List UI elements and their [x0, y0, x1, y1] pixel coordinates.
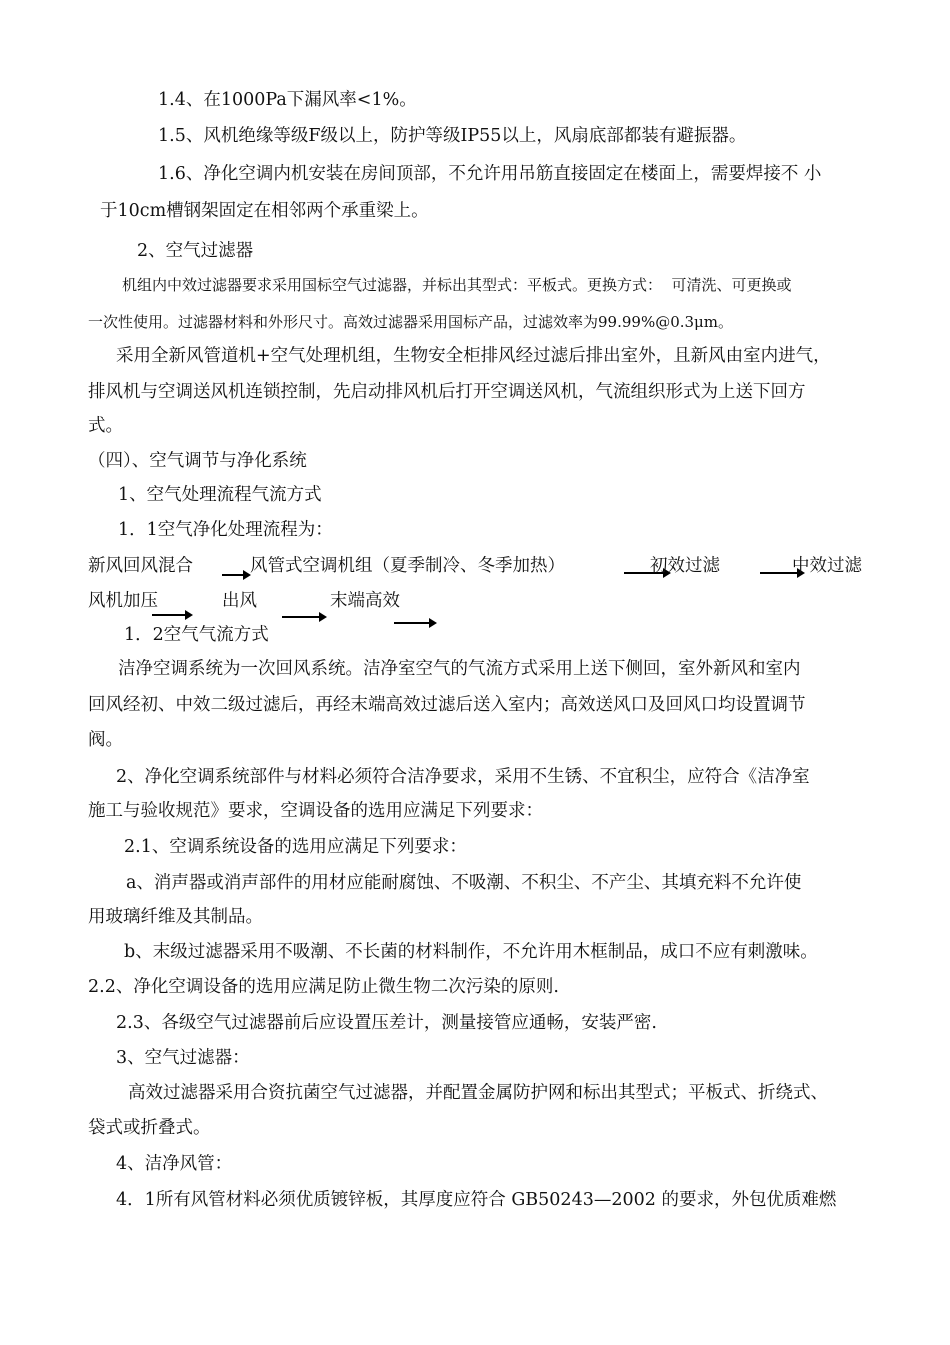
text-line: b、末级过滤器采用不吸潮、不长菌的材料制作，不允许用木框制品，成口不应有刺激味。 [124, 942, 818, 962]
text-line: 式。 [88, 416, 123, 436]
text-line: 于10cm槽钢架固定在相邻两个承重梁上。 [100, 201, 429, 221]
text-line: 回风经初、中效二级过滤后，再经末端高效过滤后送入室内；高效送风口及回风口均设置调节 [88, 695, 806, 715]
section-heading: 3、空气过滤器： [116, 1048, 250, 1068]
text-line: 机组内中效过滤器要求采用国标空气过滤器，并标出其型式：平板式。更换方式： 可清洗、可更换或 [122, 276, 792, 294]
text-line: 阀。 [88, 730, 123, 750]
text-line: 1.4、在1000Pa下漏风率<1%。 [158, 90, 417, 110]
section-heading: 1．2空气气流方式 [124, 625, 269, 645]
flow-step: 末端高效 [330, 591, 400, 611]
text-line: 2、净化空调系统部件与材料必须符合洁净要求，采用不生锈、不宜积尘，应符合《洁净室 [116, 767, 810, 787]
section-heading: （四）、空气调节与净化系统 [88, 451, 307, 471]
section-heading: 2、空气过滤器 [137, 241, 254, 261]
text-line: 一次性使用。过滤器材料和外形尺寸。高效过滤器采用国标产品，过滤效率为99.99%@0.3μm。 [88, 313, 734, 331]
text-line: 4．1所有风管材料必须优质镀锌板，其厚度应符合 GB50243—2002 的要求，外包优质难燃 [116, 1190, 837, 1210]
text-line: 1.5、风机绝缘等级F级以上，防护等级IP55以上，风扇底部都装有避振器。 [158, 126, 747, 146]
flow-step: 新风回风混合 [88, 556, 193, 576]
text-line: 用玻璃纤维及其制品。 [88, 907, 263, 927]
text-line: 1.6、净化空调内机安装在房间顶部，不允许用吊筋直接固定在楼面上，需要焊接不 小 [158, 164, 822, 184]
flow-step: 风机加压 [88, 591, 158, 611]
flow-arrow [394, 622, 430, 624]
flow-arrow [282, 616, 320, 618]
text-line: 排风机与空调送风机连锁控制，先启动排风机后打开空调送风机，气流组织形式为上送下回方 [88, 382, 806, 402]
flow-arrow [222, 574, 244, 576]
text-line: 2.3、各级空气过滤器前后应设置压差计，测量接管应通畅，安装严密. [116, 1013, 657, 1033]
flow-step: 风管式空调机组（夏季制冷、冬季加热） [250, 556, 565, 576]
flow-arrow [152, 614, 186, 616]
section-heading: 4、洁净风管： [116, 1154, 233, 1174]
text-line: 施工与验收规范》要求，空调设备的选用应满足下列要求： [88, 801, 543, 821]
section-heading: 2.1、空调系统设备的选用应满足下列要求： [124, 837, 467, 857]
flow-step: 初效过滤 [650, 556, 720, 576]
flow-step: 出风 [222, 591, 257, 611]
section-heading: 1．1空气净化处理流程为： [118, 520, 333, 540]
text-line: 袋式或折叠式。 [88, 1118, 211, 1138]
text-line: 高效过滤器采用合资抗菌空气过滤器，并配置金属防护网和标出其型式；平板式、折绕式、 [128, 1083, 828, 1103]
text-line: 2.2、净化空调设备的选用应满足防止微生物二次污染的原则. [88, 977, 559, 997]
text-line: a、消声器或消声部件的用材应能耐腐蚀、不吸潮、不积尘、不产尘、其填充料不允许使 [126, 873, 802, 893]
text-line: 洁净空调系统为一次回风系统。洁净室空气的气流方式采用上送下侧回，室外新风和室内 [118, 659, 801, 679]
flow-step: 中效过滤 [792, 556, 862, 576]
text-line: 采用全新风管道机+空气处理机组，生物安全柜排风经过滤后排出室外，且新风由室内进气， [116, 346, 831, 366]
section-heading: 1、空气处理流程气流方式 [118, 485, 322, 505]
